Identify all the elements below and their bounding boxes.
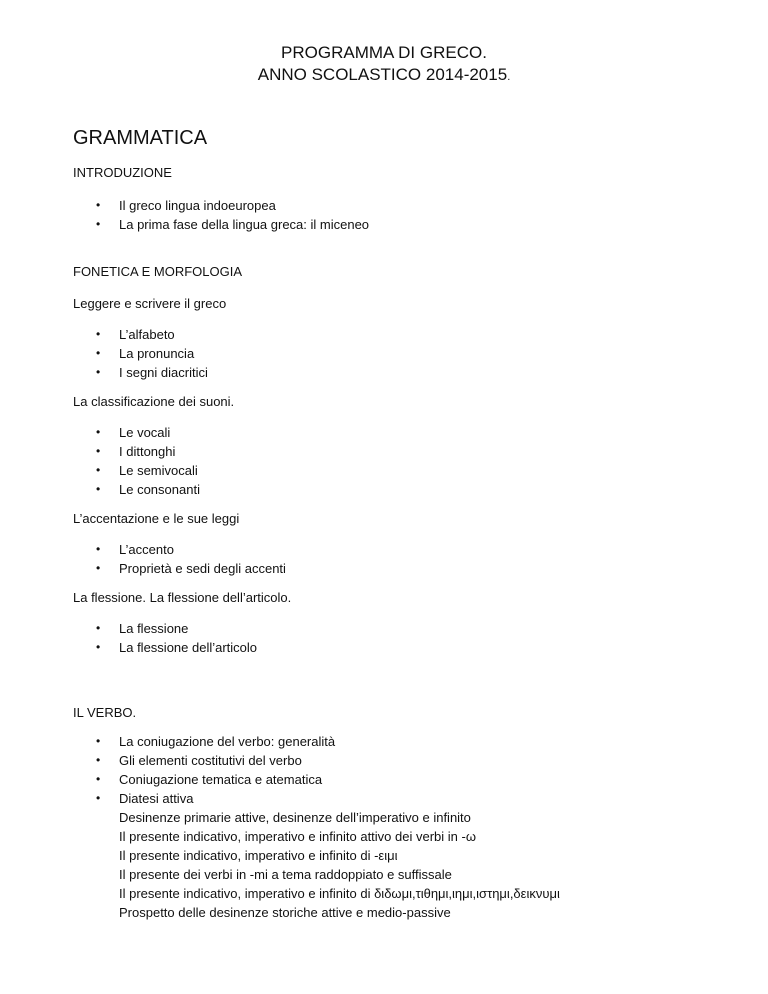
list-item xyxy=(0,619,257,638)
list-item xyxy=(0,540,286,559)
bullet-icon: • xyxy=(96,444,101,458)
list-item xyxy=(0,480,200,499)
sublist-item: Il presente dei verbi in -mi a tema raddoppiato e suffissale xyxy=(119,867,452,882)
classificazione-list xyxy=(0,423,200,499)
bullet-icon: • xyxy=(96,734,101,748)
list-item xyxy=(0,559,286,578)
section-heading-introduzione: INTRODUZIONE xyxy=(73,165,172,180)
list-item-text: Le consonanti xyxy=(119,482,200,497)
list-item-text: La prima fase della lingua greca: il miceneo xyxy=(119,217,370,232)
accentazione-list xyxy=(0,540,286,578)
list-item xyxy=(0,344,208,363)
bullet-icon: • xyxy=(96,621,101,635)
bullet-icon: • xyxy=(96,561,101,575)
subheading-flessione: La flessione. La flessione dell’articolo. xyxy=(73,590,292,605)
section-heading-fonetica: FONETICA E MORFOLOGIA xyxy=(73,264,243,279)
list-item xyxy=(0,638,257,657)
bullet-icon: • xyxy=(96,542,101,556)
title-period: . xyxy=(507,71,511,83)
list-item-text: Gli elementi costitutivi del verbo xyxy=(119,753,302,768)
title-year: ANNO SCOLASTICO 2014-2015 xyxy=(257,65,508,84)
list-item xyxy=(0,770,335,789)
flessione-list xyxy=(0,619,257,657)
section-heading-verbo: IL VERBO. xyxy=(73,705,137,720)
list-item-text: Le semivocali xyxy=(119,463,198,478)
list-item xyxy=(0,363,208,382)
list-item-text: Il greco lingua indoeuropea xyxy=(119,198,276,213)
list-item-text: Coniugazione tematica e atematica xyxy=(119,772,323,787)
list-item xyxy=(0,732,335,751)
list-item xyxy=(0,215,369,234)
sublist-item: Desinenze primarie attive, desinenze dell’imperativo e infinito xyxy=(119,810,471,825)
list-item-text: Diatesi attiva xyxy=(119,791,194,806)
list-item xyxy=(0,442,200,461)
sublist-item: Il presente indicativo, imperativo e infinito di διδωμι,τιθημι,ιημι,ιστημι,δεικνυμι xyxy=(119,886,560,901)
bullet-icon: • xyxy=(96,425,101,439)
list-item-text: I segni diacritici xyxy=(119,365,208,380)
intro-list xyxy=(0,196,369,234)
list-item-text: La flessione dell’articolo xyxy=(119,640,258,655)
title-line-1: PROGRAMMA DI GRECO. xyxy=(281,43,487,62)
bullet-icon: • xyxy=(96,482,101,496)
bullet-icon: • xyxy=(96,346,101,360)
list-item xyxy=(0,461,200,480)
bullet-icon: • xyxy=(96,753,101,767)
section-heading-grammatica: GRAMMATICA xyxy=(73,127,208,149)
diatesi-sublist xyxy=(119,808,560,922)
list-item xyxy=(0,325,208,344)
verbo-list xyxy=(0,732,335,808)
bullet-icon: • xyxy=(96,327,101,341)
bullet-icon: • xyxy=(96,791,101,805)
sublist-item: Il presente indicativo, imperativo e infinito attivo dei verbi in -ω xyxy=(119,829,476,844)
title-line-2 xyxy=(0,65,768,85)
list-item-text: I dittonghi xyxy=(119,444,176,459)
list-item-text: La pronuncia xyxy=(119,346,195,361)
subheading-accentazione: L’accentazione e le sue leggi xyxy=(73,511,240,526)
list-item xyxy=(0,789,335,808)
bullet-icon: • xyxy=(96,217,101,231)
bullet-icon: • xyxy=(96,463,101,477)
bullet-icon: • xyxy=(96,772,101,786)
list-item-text: L’accento xyxy=(119,542,174,557)
list-item-text: La coniugazione del verbo: generalità xyxy=(119,734,336,749)
sublist-item: Prospetto delle desinenze storiche attive e medio-passive xyxy=(119,905,451,920)
list-item xyxy=(0,751,335,770)
list-item-text: L’alfabeto xyxy=(119,327,175,342)
list-item xyxy=(0,196,369,215)
list-item-text: Le vocali xyxy=(119,425,171,440)
list-item xyxy=(0,423,200,442)
list-item-text: La flessione xyxy=(119,621,189,636)
subheading-classificazione: La classificazione dei suoni. xyxy=(73,394,235,409)
bullet-icon: • xyxy=(96,640,101,654)
subheading-leggere: Leggere e scrivere il greco xyxy=(73,296,227,311)
list-item-text: Proprietà e sedi degli accenti xyxy=(119,561,286,576)
bullet-icon: • xyxy=(96,365,101,379)
leggere-list xyxy=(0,325,208,382)
document-title xyxy=(0,43,768,85)
sublist-item: Il presente indicativo, imperativo e infinito di -ειμι xyxy=(119,848,398,863)
bullet-icon: • xyxy=(96,198,101,212)
